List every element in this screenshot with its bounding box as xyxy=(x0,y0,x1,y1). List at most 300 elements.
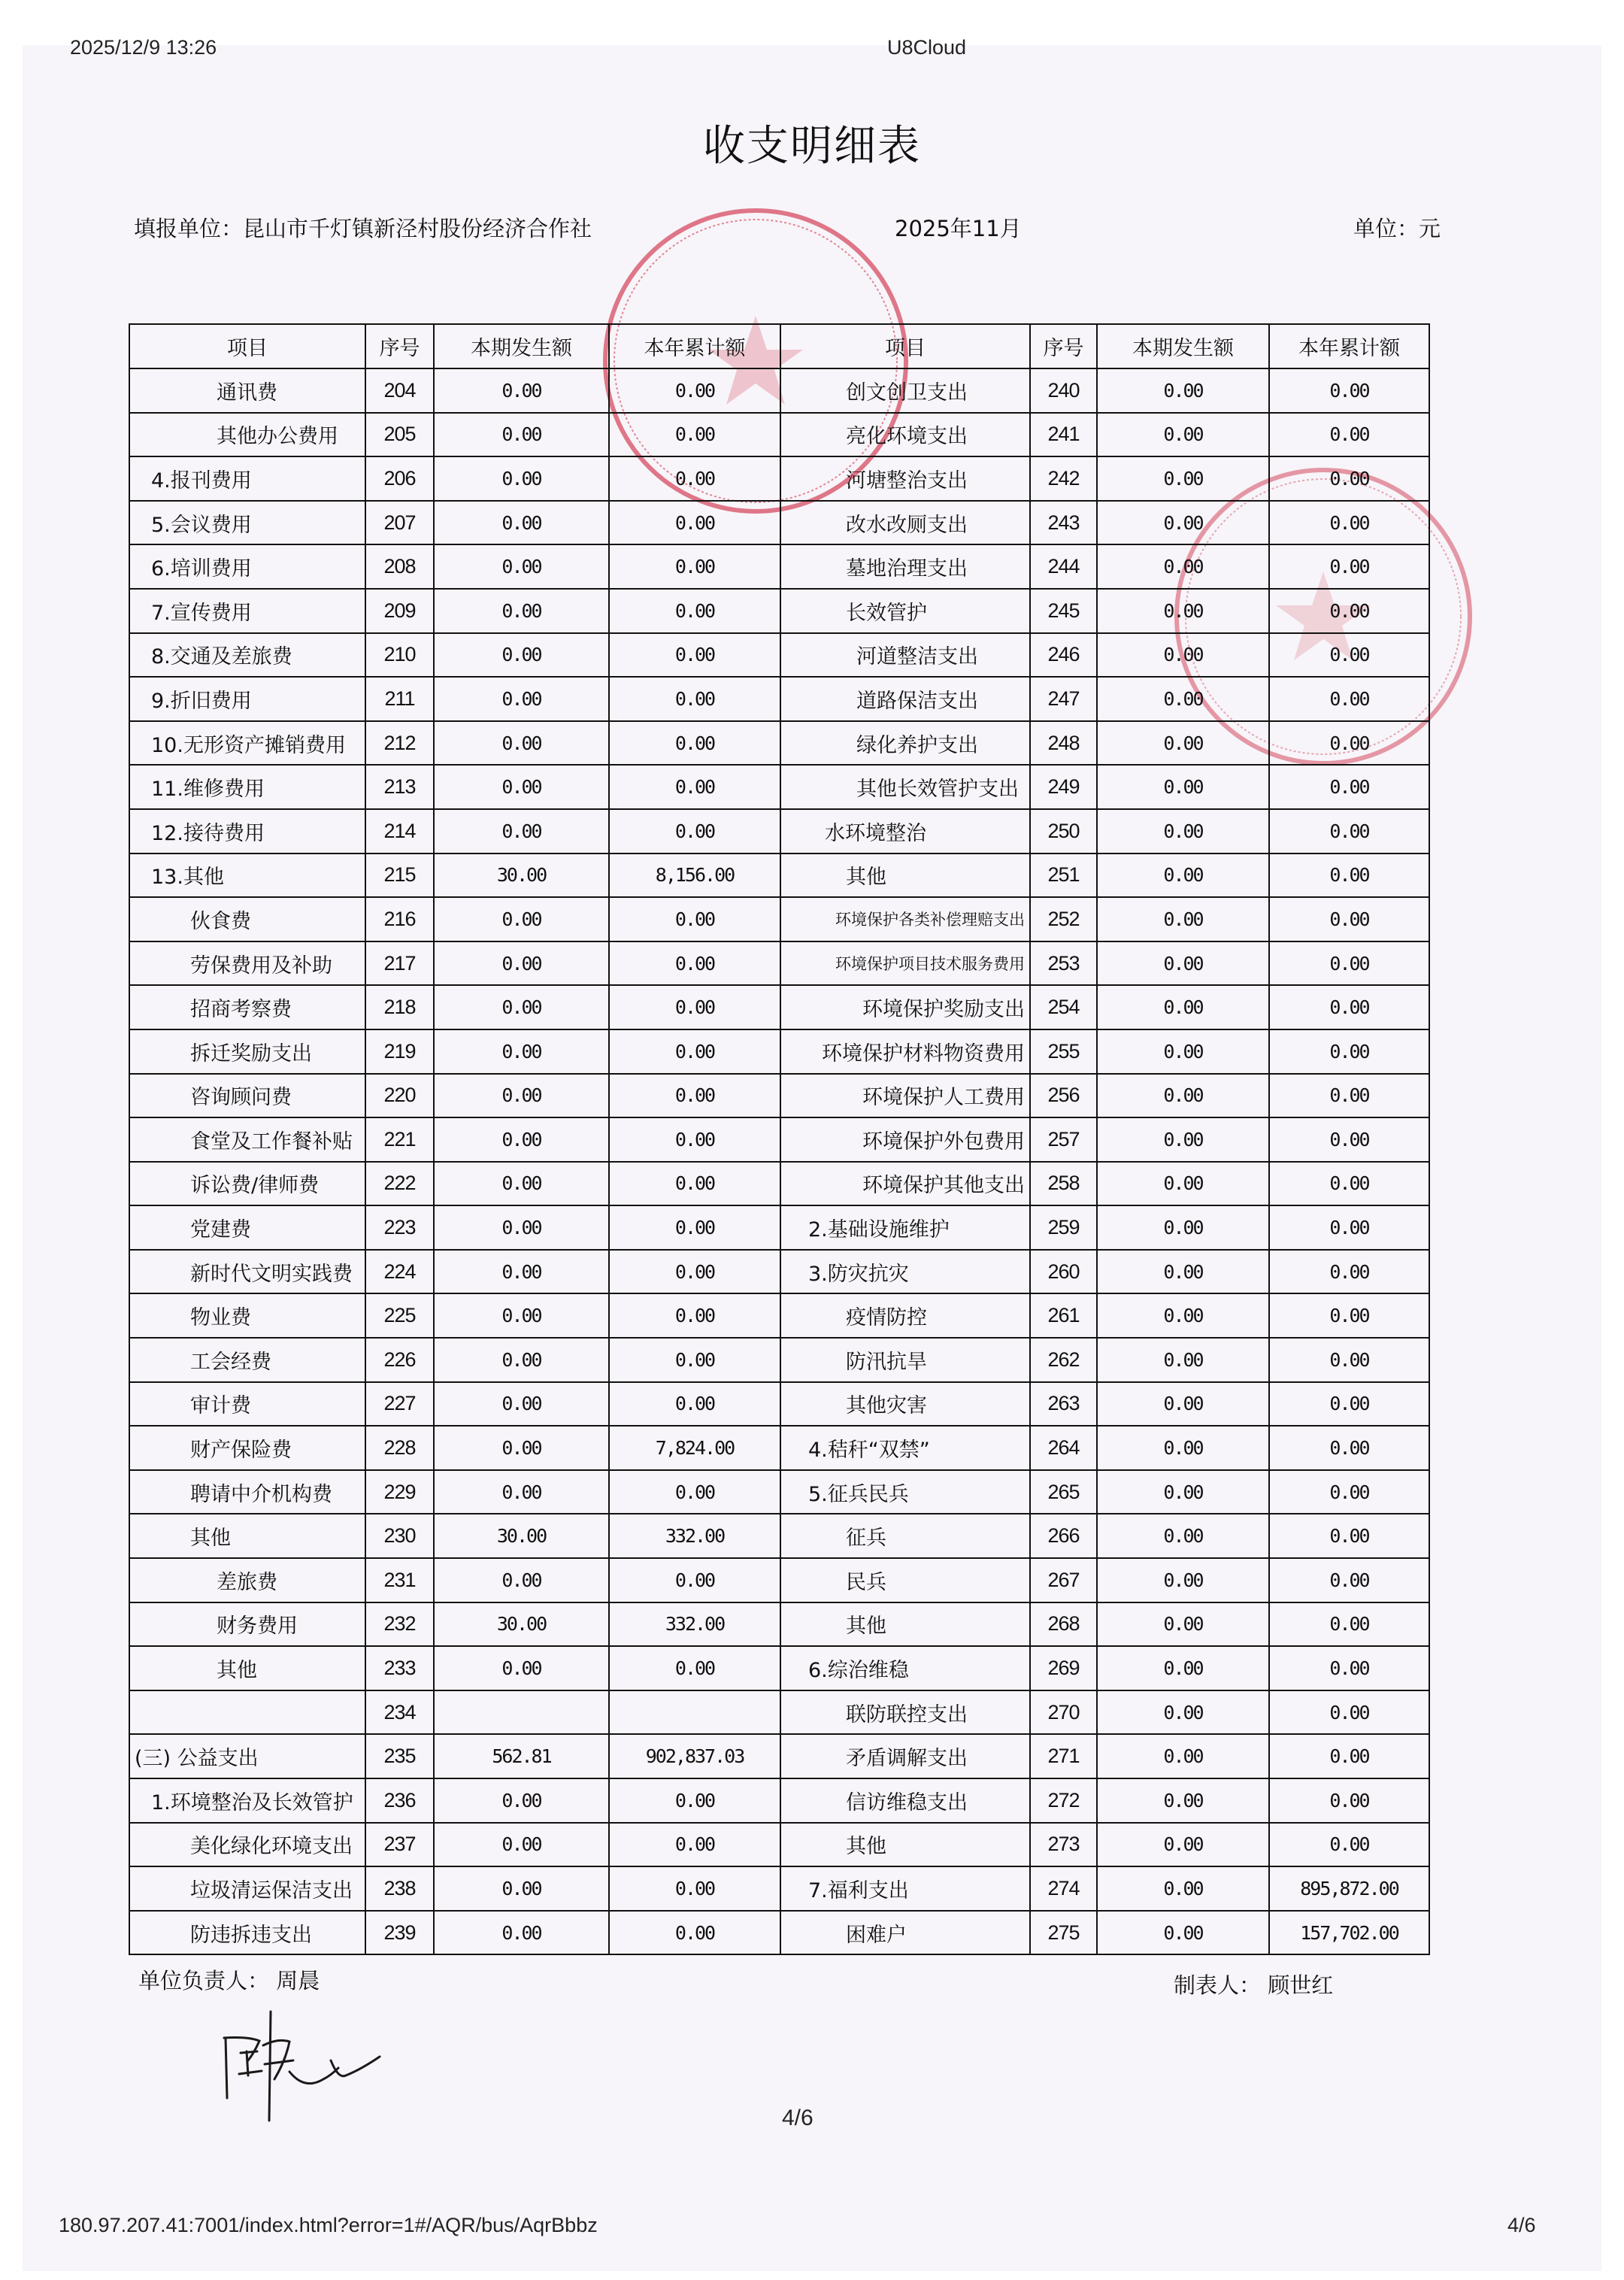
left-ytd-amount: 902,837.03 xyxy=(609,1734,780,1778)
col-header-seq: 序号 xyxy=(365,324,434,368)
right-item-name: 河塘整治支出 xyxy=(780,456,1030,501)
left-current-amount: 0.00 xyxy=(434,1911,609,1955)
left-ytd-amount: 8,156.00 xyxy=(609,853,780,898)
table-row xyxy=(129,1778,1429,1823)
print-timestamp: 2025/12/9 13:26 xyxy=(70,36,217,59)
right-seq: 264 xyxy=(1030,1426,1097,1470)
table-row xyxy=(129,1690,1429,1735)
left-item-name: 伙食费 xyxy=(129,897,365,941)
left-ytd-amount: 0.00 xyxy=(609,1162,780,1206)
table-row xyxy=(129,1029,1429,1074)
right-ytd-amount: 0.00 xyxy=(1269,368,1429,413)
right-current-amount: 0.00 xyxy=(1097,1734,1269,1778)
left-current-amount: 30.00 xyxy=(434,853,609,898)
table-row xyxy=(129,413,1429,457)
left-item-name: 其他 xyxy=(129,1514,365,1558)
right-current-amount: 0.00 xyxy=(1097,853,1269,898)
table-row xyxy=(129,941,1429,986)
right-seq: 242 xyxy=(1030,456,1097,501)
table-row xyxy=(129,721,1429,766)
left-current-amount: 0.00 xyxy=(434,1029,609,1074)
table-row xyxy=(129,456,1429,501)
right-current-amount: 0.00 xyxy=(1097,1866,1269,1911)
right-ytd-amount: 0.00 xyxy=(1269,1162,1429,1206)
left-seq: 223 xyxy=(365,1205,434,1250)
right-ytd-amount: 0.00 xyxy=(1269,1205,1429,1250)
left-ytd-amount: 0.00 xyxy=(609,1911,780,1955)
right-current-amount: 0.00 xyxy=(1097,1646,1269,1690)
left-item-name: 食堂及工作餐补贴 xyxy=(129,1117,365,1162)
left-seq: 221 xyxy=(365,1117,434,1162)
left-current-amount: 0.00 xyxy=(434,544,609,589)
right-current-amount: 0.00 xyxy=(1097,941,1269,986)
col-header-ytd: 本年累计额 xyxy=(609,324,780,368)
right-seq: 244 xyxy=(1030,544,1097,589)
right-item-name: 7.福利支出 xyxy=(780,1866,1030,1911)
right-item-name: 其他 xyxy=(780,1602,1030,1647)
table-row xyxy=(129,1117,1429,1162)
right-current-amount: 0.00 xyxy=(1097,589,1269,633)
right-ytd-amount: 0.00 xyxy=(1269,1382,1429,1427)
right-current-amount: 0.00 xyxy=(1097,1162,1269,1206)
right-seq: 263 xyxy=(1030,1382,1097,1427)
left-ytd-amount: 0.00 xyxy=(609,765,780,809)
left-seq: 205 xyxy=(365,413,434,457)
right-seq: 259 xyxy=(1030,1205,1097,1250)
right-ytd-amount: 0.00 xyxy=(1269,1293,1429,1338)
table-row xyxy=(129,501,1429,545)
left-ytd-amount: 0.00 xyxy=(609,413,780,457)
left-item-name: 13.其他 xyxy=(129,853,365,898)
right-current-amount: 0.00 xyxy=(1097,456,1269,501)
handwritten-signature xyxy=(218,2008,414,2128)
table-row xyxy=(129,1338,1429,1382)
left-current-amount: 0.00 xyxy=(434,1558,609,1602)
right-item-name: 3.防灾抗灾 xyxy=(780,1250,1030,1294)
table-row xyxy=(129,1823,1429,1867)
right-item-name: 亮化环境支出 xyxy=(780,413,1030,457)
page-title: 收支明细表 xyxy=(703,122,921,171)
left-ytd-amount: 0.00 xyxy=(609,1866,780,1911)
left-item-name: 垃圾清运保洁支出 xyxy=(129,1866,365,1911)
right-current-amount: 0.00 xyxy=(1097,1250,1269,1294)
left-seq: 233 xyxy=(365,1646,434,1690)
right-ytd-amount: 157,702.00 xyxy=(1269,1911,1429,1955)
left-item-name: 11.维修费用 xyxy=(129,765,365,809)
left-ytd-amount: 0.00 xyxy=(609,544,780,589)
table-header-row xyxy=(129,324,1429,368)
left-seq: 204 xyxy=(365,368,434,413)
left-current-amount: 0.00 xyxy=(434,1646,609,1690)
right-ytd-amount: 0.00 xyxy=(1269,721,1429,766)
left-seq: 226 xyxy=(365,1338,434,1382)
left-current-amount: 30.00 xyxy=(434,1602,609,1647)
right-item-name: 环境保护外包费用 xyxy=(780,1117,1030,1162)
right-seq: 266 xyxy=(1030,1514,1097,1558)
left-current-amount: 0.00 xyxy=(434,1205,609,1250)
table-row xyxy=(129,1074,1429,1118)
right-ytd-amount: 0.00 xyxy=(1269,1029,1429,1074)
left-current-amount: 30.00 xyxy=(434,1514,609,1558)
right-seq: 269 xyxy=(1030,1646,1097,1690)
left-seq: 232 xyxy=(365,1602,434,1647)
left-seq: 235 xyxy=(365,1734,434,1778)
right-seq: 274 xyxy=(1030,1866,1097,1911)
right-ytd-amount: 0.00 xyxy=(1269,941,1429,986)
left-current-amount: 0.00 xyxy=(434,897,609,941)
left-seq: 231 xyxy=(365,1558,434,1602)
left-seq: 230 xyxy=(365,1514,434,1558)
left-seq: 236 xyxy=(365,1778,434,1823)
table-row xyxy=(129,1734,1429,1778)
left-seq: 239 xyxy=(365,1911,434,1955)
right-ytd-amount: 0.00 xyxy=(1269,853,1429,898)
right-ytd-amount: 0.00 xyxy=(1269,633,1429,678)
left-current-amount: 0.00 xyxy=(434,1162,609,1206)
table-row xyxy=(129,1911,1429,1955)
right-current-amount: 0.00 xyxy=(1097,1911,1269,1955)
table-row xyxy=(129,368,1429,413)
table-row xyxy=(129,1470,1429,1514)
left-ytd-amount: 0.00 xyxy=(609,1823,780,1867)
right-seq: 245 xyxy=(1030,589,1097,633)
right-ytd-amount: 895,872.00 xyxy=(1269,1866,1429,1911)
right-item-name: 环境保护人工费用 xyxy=(780,1074,1030,1118)
table-row xyxy=(129,897,1429,941)
left-current-amount: 0.00 xyxy=(434,1426,609,1470)
right-seq: 260 xyxy=(1030,1250,1097,1294)
table-row xyxy=(129,589,1429,633)
left-item-name: 12.接待费用 xyxy=(129,809,365,853)
right-current-amount: 0.00 xyxy=(1097,1602,1269,1647)
left-item-name: 4.报刊费用 xyxy=(129,456,365,501)
table-row xyxy=(129,765,1429,809)
left-item-name: 聘请中介机构费 xyxy=(129,1470,365,1514)
right-ytd-amount: 0.00 xyxy=(1269,544,1429,589)
right-seq: 257 xyxy=(1030,1117,1097,1162)
left-seq: 237 xyxy=(365,1823,434,1867)
right-item-name: 其他 xyxy=(780,1823,1030,1867)
left-ytd-amount: 0.00 xyxy=(609,1646,780,1690)
col-header-item-right: 项目 xyxy=(780,324,1030,368)
left-seq: 207 xyxy=(365,501,434,545)
table-row xyxy=(129,809,1429,853)
right-seq: 258 xyxy=(1030,1162,1097,1206)
right-current-amount: 0.00 xyxy=(1097,368,1269,413)
right-item-name: 联防联控支出 xyxy=(780,1690,1030,1735)
left-ytd-amount: 0.00 xyxy=(609,1029,780,1074)
table-row xyxy=(129,1205,1429,1250)
right-ytd-amount: 0.00 xyxy=(1269,413,1429,457)
right-ytd-amount: 0.00 xyxy=(1269,1250,1429,1294)
left-current-amount: 0.00 xyxy=(434,1470,609,1514)
right-seq: 252 xyxy=(1030,897,1097,941)
right-item-name: 改水改厕支出 xyxy=(780,501,1030,545)
currency-unit: 单位：元 xyxy=(1353,216,1441,241)
left-item-name: 其他办公费用 xyxy=(129,413,365,457)
right-ytd-amount: 0.00 xyxy=(1269,1690,1429,1735)
table-row xyxy=(129,1293,1429,1338)
right-seq: 254 xyxy=(1030,985,1097,1029)
left-ytd-amount: 0.00 xyxy=(609,1338,780,1382)
right-seq: 241 xyxy=(1030,413,1097,457)
left-current-amount: 0.00 xyxy=(434,368,609,413)
left-seq: 216 xyxy=(365,897,434,941)
col-header-seq-right: 序号 xyxy=(1030,324,1097,368)
left-seq: 229 xyxy=(365,1470,434,1514)
right-seq: 267 xyxy=(1030,1558,1097,1602)
left-current-amount: 0.00 xyxy=(434,1778,609,1823)
right-ytd-amount: 0.00 xyxy=(1269,1338,1429,1382)
left-item-name: 财产保险费 xyxy=(129,1426,365,1470)
right-seq: 271 xyxy=(1030,1734,1097,1778)
right-seq: 272 xyxy=(1030,1778,1097,1823)
left-item-name: 审计费 xyxy=(129,1382,365,1427)
table-row xyxy=(129,1866,1429,1911)
left-item-name: 差旅费 xyxy=(129,1558,365,1602)
left-current-amount: 0.00 xyxy=(434,1338,609,1382)
table-row xyxy=(129,677,1429,721)
left-ytd-amount: 0.00 xyxy=(609,1117,780,1162)
left-current-amount: 0.00 xyxy=(434,589,609,633)
right-item-name: 防汛抗旱 xyxy=(780,1338,1030,1382)
right-item-name: 绿化养护支出 xyxy=(780,721,1030,766)
left-seq: 218 xyxy=(365,985,434,1029)
right-item-name: 4.秸秆“双禁” xyxy=(780,1426,1030,1470)
left-seq: 220 xyxy=(365,1074,434,1118)
table-row xyxy=(129,1382,1429,1427)
table-row xyxy=(129,1514,1429,1558)
left-ytd-amount: 0.00 xyxy=(609,941,780,986)
right-ytd-amount: 0.00 xyxy=(1269,677,1429,721)
right-seq: 249 xyxy=(1030,765,1097,809)
left-current-amount: 0.00 xyxy=(434,677,609,721)
right-seq: 261 xyxy=(1030,1293,1097,1338)
left-ytd-amount: 0.00 xyxy=(609,721,780,766)
left-item-name: 诉讼费/律师费 xyxy=(129,1162,365,1206)
left-seq: 206 xyxy=(365,456,434,501)
left-item-name: 财务费用 xyxy=(129,1602,365,1647)
left-seq: 208 xyxy=(365,544,434,589)
right-item-name: 其他灾害 xyxy=(780,1382,1030,1427)
right-ytd-amount: 0.00 xyxy=(1269,1074,1429,1118)
left-current-amount: 0.00 xyxy=(434,985,609,1029)
left-item-name: 5.会议费用 xyxy=(129,501,365,545)
left-item-name: 招商考察费 xyxy=(129,985,365,1029)
left-current-amount xyxy=(434,1690,609,1735)
right-current-amount: 0.00 xyxy=(1097,721,1269,766)
left-ytd-amount: 0.00 xyxy=(609,1205,780,1250)
left-item-name: 拆迁奖励支出 xyxy=(129,1029,365,1074)
right-current-amount: 0.00 xyxy=(1097,897,1269,941)
right-ytd-amount: 0.00 xyxy=(1269,1602,1429,1647)
left-item-name: 美化绿化环境支出 xyxy=(129,1823,365,1867)
reporting-unit: 填报单位：昆山市千灯镇新泾村股份经济合作社 xyxy=(134,216,592,241)
table-row xyxy=(129,1558,1429,1602)
right-item-name: 水环境整治 xyxy=(780,809,1030,853)
left-item-name: 10.无形资产摊销费用 xyxy=(129,721,365,766)
left-ytd-amount: 332.00 xyxy=(609,1514,780,1558)
table-row xyxy=(129,985,1429,1029)
left-item-name xyxy=(129,1690,365,1735)
left-item-name: 通讯费 xyxy=(129,368,365,413)
right-ytd-amount: 0.00 xyxy=(1269,897,1429,941)
left-ytd-amount: 0.00 xyxy=(609,501,780,545)
right-current-amount: 0.00 xyxy=(1097,1690,1269,1735)
right-current-amount: 0.00 xyxy=(1097,1382,1269,1427)
left-ytd-amount: 0.00 xyxy=(609,897,780,941)
left-current-amount: 0.00 xyxy=(434,1117,609,1162)
right-current-amount: 0.00 xyxy=(1097,1205,1269,1250)
page-number-right: 4/6 xyxy=(1507,2214,1536,2236)
left-ytd-amount: 0.00 xyxy=(609,633,780,678)
right-item-name: 信访维稳支出 xyxy=(780,1778,1030,1823)
left-item-name: 劳保费用及补助 xyxy=(129,941,365,986)
col-header-current: 本期发生额 xyxy=(434,324,609,368)
left-current-amount: 0.00 xyxy=(434,1250,609,1294)
left-item-name: 1.环境整治及长效管护 xyxy=(129,1778,365,1823)
right-current-amount: 0.00 xyxy=(1097,1823,1269,1867)
right-item-name: 疫情防控 xyxy=(780,1293,1030,1338)
right-current-amount: 0.00 xyxy=(1097,765,1269,809)
right-item-name: 环境保护各类补偿理赔支出 xyxy=(780,897,1030,941)
left-seq: 209 xyxy=(365,589,434,633)
left-item-name: 6.培训费用 xyxy=(129,544,365,589)
table-row xyxy=(129,1426,1429,1470)
right-item-name: 环境保护材料物资费用 xyxy=(780,1029,1030,1074)
right-ytd-amount: 0.00 xyxy=(1269,456,1429,501)
left-ytd-amount: 0.00 xyxy=(609,456,780,501)
right-seq: 270 xyxy=(1030,1690,1097,1735)
right-ytd-amount: 0.00 xyxy=(1269,1734,1429,1778)
right-seq: 256 xyxy=(1030,1074,1097,1118)
right-item-name: 环境保护其他支出 xyxy=(780,1162,1030,1206)
left-seq: 214 xyxy=(365,809,434,853)
left-ytd-amount: 7,824.00 xyxy=(609,1426,780,1470)
left-current-amount: 0.00 xyxy=(434,1382,609,1427)
left-item-name: (三) 公益支出 xyxy=(129,1734,365,1778)
right-seq: 268 xyxy=(1030,1602,1097,1647)
right-current-amount: 0.00 xyxy=(1097,985,1269,1029)
left-current-amount: 0.00 xyxy=(434,1293,609,1338)
left-current-amount: 0.00 xyxy=(434,501,609,545)
left-seq: 228 xyxy=(365,1426,434,1470)
left-seq: 238 xyxy=(365,1866,434,1911)
right-current-amount: 0.00 xyxy=(1097,501,1269,545)
right-seq: 243 xyxy=(1030,501,1097,545)
left-item-name: 工会经费 xyxy=(129,1338,365,1382)
table-row xyxy=(129,853,1429,898)
left-seq: 213 xyxy=(365,765,434,809)
right-seq: 262 xyxy=(1030,1338,1097,1382)
left-seq: 224 xyxy=(365,1250,434,1294)
left-item-name: 党建费 xyxy=(129,1205,365,1250)
table-row xyxy=(129,1162,1429,1206)
table-row xyxy=(129,1250,1429,1294)
left-ytd-amount: 0.00 xyxy=(609,1470,780,1514)
right-current-amount: 0.00 xyxy=(1097,1117,1269,1162)
right-ytd-amount: 0.00 xyxy=(1269,1117,1429,1162)
left-current-amount: 562.81 xyxy=(434,1734,609,1778)
left-current-amount: 0.00 xyxy=(434,633,609,678)
right-current-amount: 0.00 xyxy=(1097,1778,1269,1823)
right-item-name: 2.基础设施维护 xyxy=(780,1205,1030,1250)
right-seq: 250 xyxy=(1030,809,1097,853)
left-ytd-amount: 0.00 xyxy=(609,809,780,853)
left-ytd-amount: 0.00 xyxy=(609,1558,780,1602)
left-item-name: 物业费 xyxy=(129,1293,365,1338)
right-item-name: 困难户 xyxy=(780,1911,1030,1955)
left-seq: 222 xyxy=(365,1162,434,1206)
right-ytd-amount: 0.00 xyxy=(1269,765,1429,809)
right-current-amount: 0.00 xyxy=(1097,1514,1269,1558)
left-ytd-amount: 332.00 xyxy=(609,1602,780,1647)
right-ytd-amount: 0.00 xyxy=(1269,589,1429,633)
left-seq: 211 xyxy=(365,677,434,721)
page-number-center: 4/6 xyxy=(782,2106,814,2130)
right-ytd-amount: 0.00 xyxy=(1269,1823,1429,1867)
left-item-name: 其他 xyxy=(129,1646,365,1690)
right-item-name: 其他 xyxy=(780,853,1030,898)
right-ytd-amount: 0.00 xyxy=(1269,1426,1429,1470)
right-seq: 275 xyxy=(1030,1911,1097,1955)
page-url: 180.97.207.41:7001/index.html?error=1#/AQR/bus/AqrBbbz xyxy=(59,2214,598,2236)
right-ytd-amount: 0.00 xyxy=(1269,1558,1429,1602)
left-item-name: 9.折旧费用 xyxy=(129,677,365,721)
left-seq: 210 xyxy=(365,633,434,678)
col-header-item: 项目 xyxy=(129,324,365,368)
right-ytd-amount: 0.00 xyxy=(1269,1778,1429,1823)
left-ytd-amount: 0.00 xyxy=(609,1382,780,1427)
left-item-name: 7.宣传费用 xyxy=(129,589,365,633)
right-seq: 247 xyxy=(1030,677,1097,721)
right-item-name: 环境保护奖励支出 xyxy=(780,985,1030,1029)
report-period: 2025年11月 xyxy=(895,216,1022,241)
right-seq: 248 xyxy=(1030,721,1097,766)
right-ytd-amount: 0.00 xyxy=(1269,501,1429,545)
right-item-name: 墓地治理支出 xyxy=(780,544,1030,589)
right-item-name: 征兵 xyxy=(780,1514,1030,1558)
right-ytd-amount: 0.00 xyxy=(1269,1470,1429,1514)
left-current-amount: 0.00 xyxy=(434,413,609,457)
right-ytd-amount: 0.00 xyxy=(1269,1646,1429,1690)
right-current-amount: 0.00 xyxy=(1097,1470,1269,1514)
table-row xyxy=(129,544,1429,589)
right-current-amount: 0.00 xyxy=(1097,1558,1269,1602)
left-seq: 212 xyxy=(365,721,434,766)
right-item-name: 环境保护项目技术服务费用 xyxy=(780,941,1030,986)
right-current-amount: 0.00 xyxy=(1097,809,1269,853)
left-current-amount: 0.00 xyxy=(434,721,609,766)
responsible-person: 单位负责人： 周晨 xyxy=(138,1968,320,1993)
right-current-amount: 0.00 xyxy=(1097,1293,1269,1338)
left-seq: 219 xyxy=(365,1029,434,1074)
right-item-name: 6.综治维稳 xyxy=(780,1646,1030,1690)
right-current-amount: 0.00 xyxy=(1097,633,1269,678)
left-current-amount: 0.00 xyxy=(434,1823,609,1867)
left-current-amount: 0.00 xyxy=(434,1074,609,1118)
left-seq: 217 xyxy=(365,941,434,986)
left-ytd-amount: 0.00 xyxy=(609,589,780,633)
table-row xyxy=(129,1602,1429,1647)
right-item-name: 长效管护 xyxy=(780,589,1030,633)
left-current-amount: 0.00 xyxy=(434,809,609,853)
right-item-name: 其他长效管护支出 xyxy=(780,765,1030,809)
right-current-amount: 0.00 xyxy=(1097,1338,1269,1382)
right-current-amount: 0.00 xyxy=(1097,413,1269,457)
right-seq: 246 xyxy=(1030,633,1097,678)
left-item-name: 防违拆违支出 xyxy=(129,1911,365,1955)
